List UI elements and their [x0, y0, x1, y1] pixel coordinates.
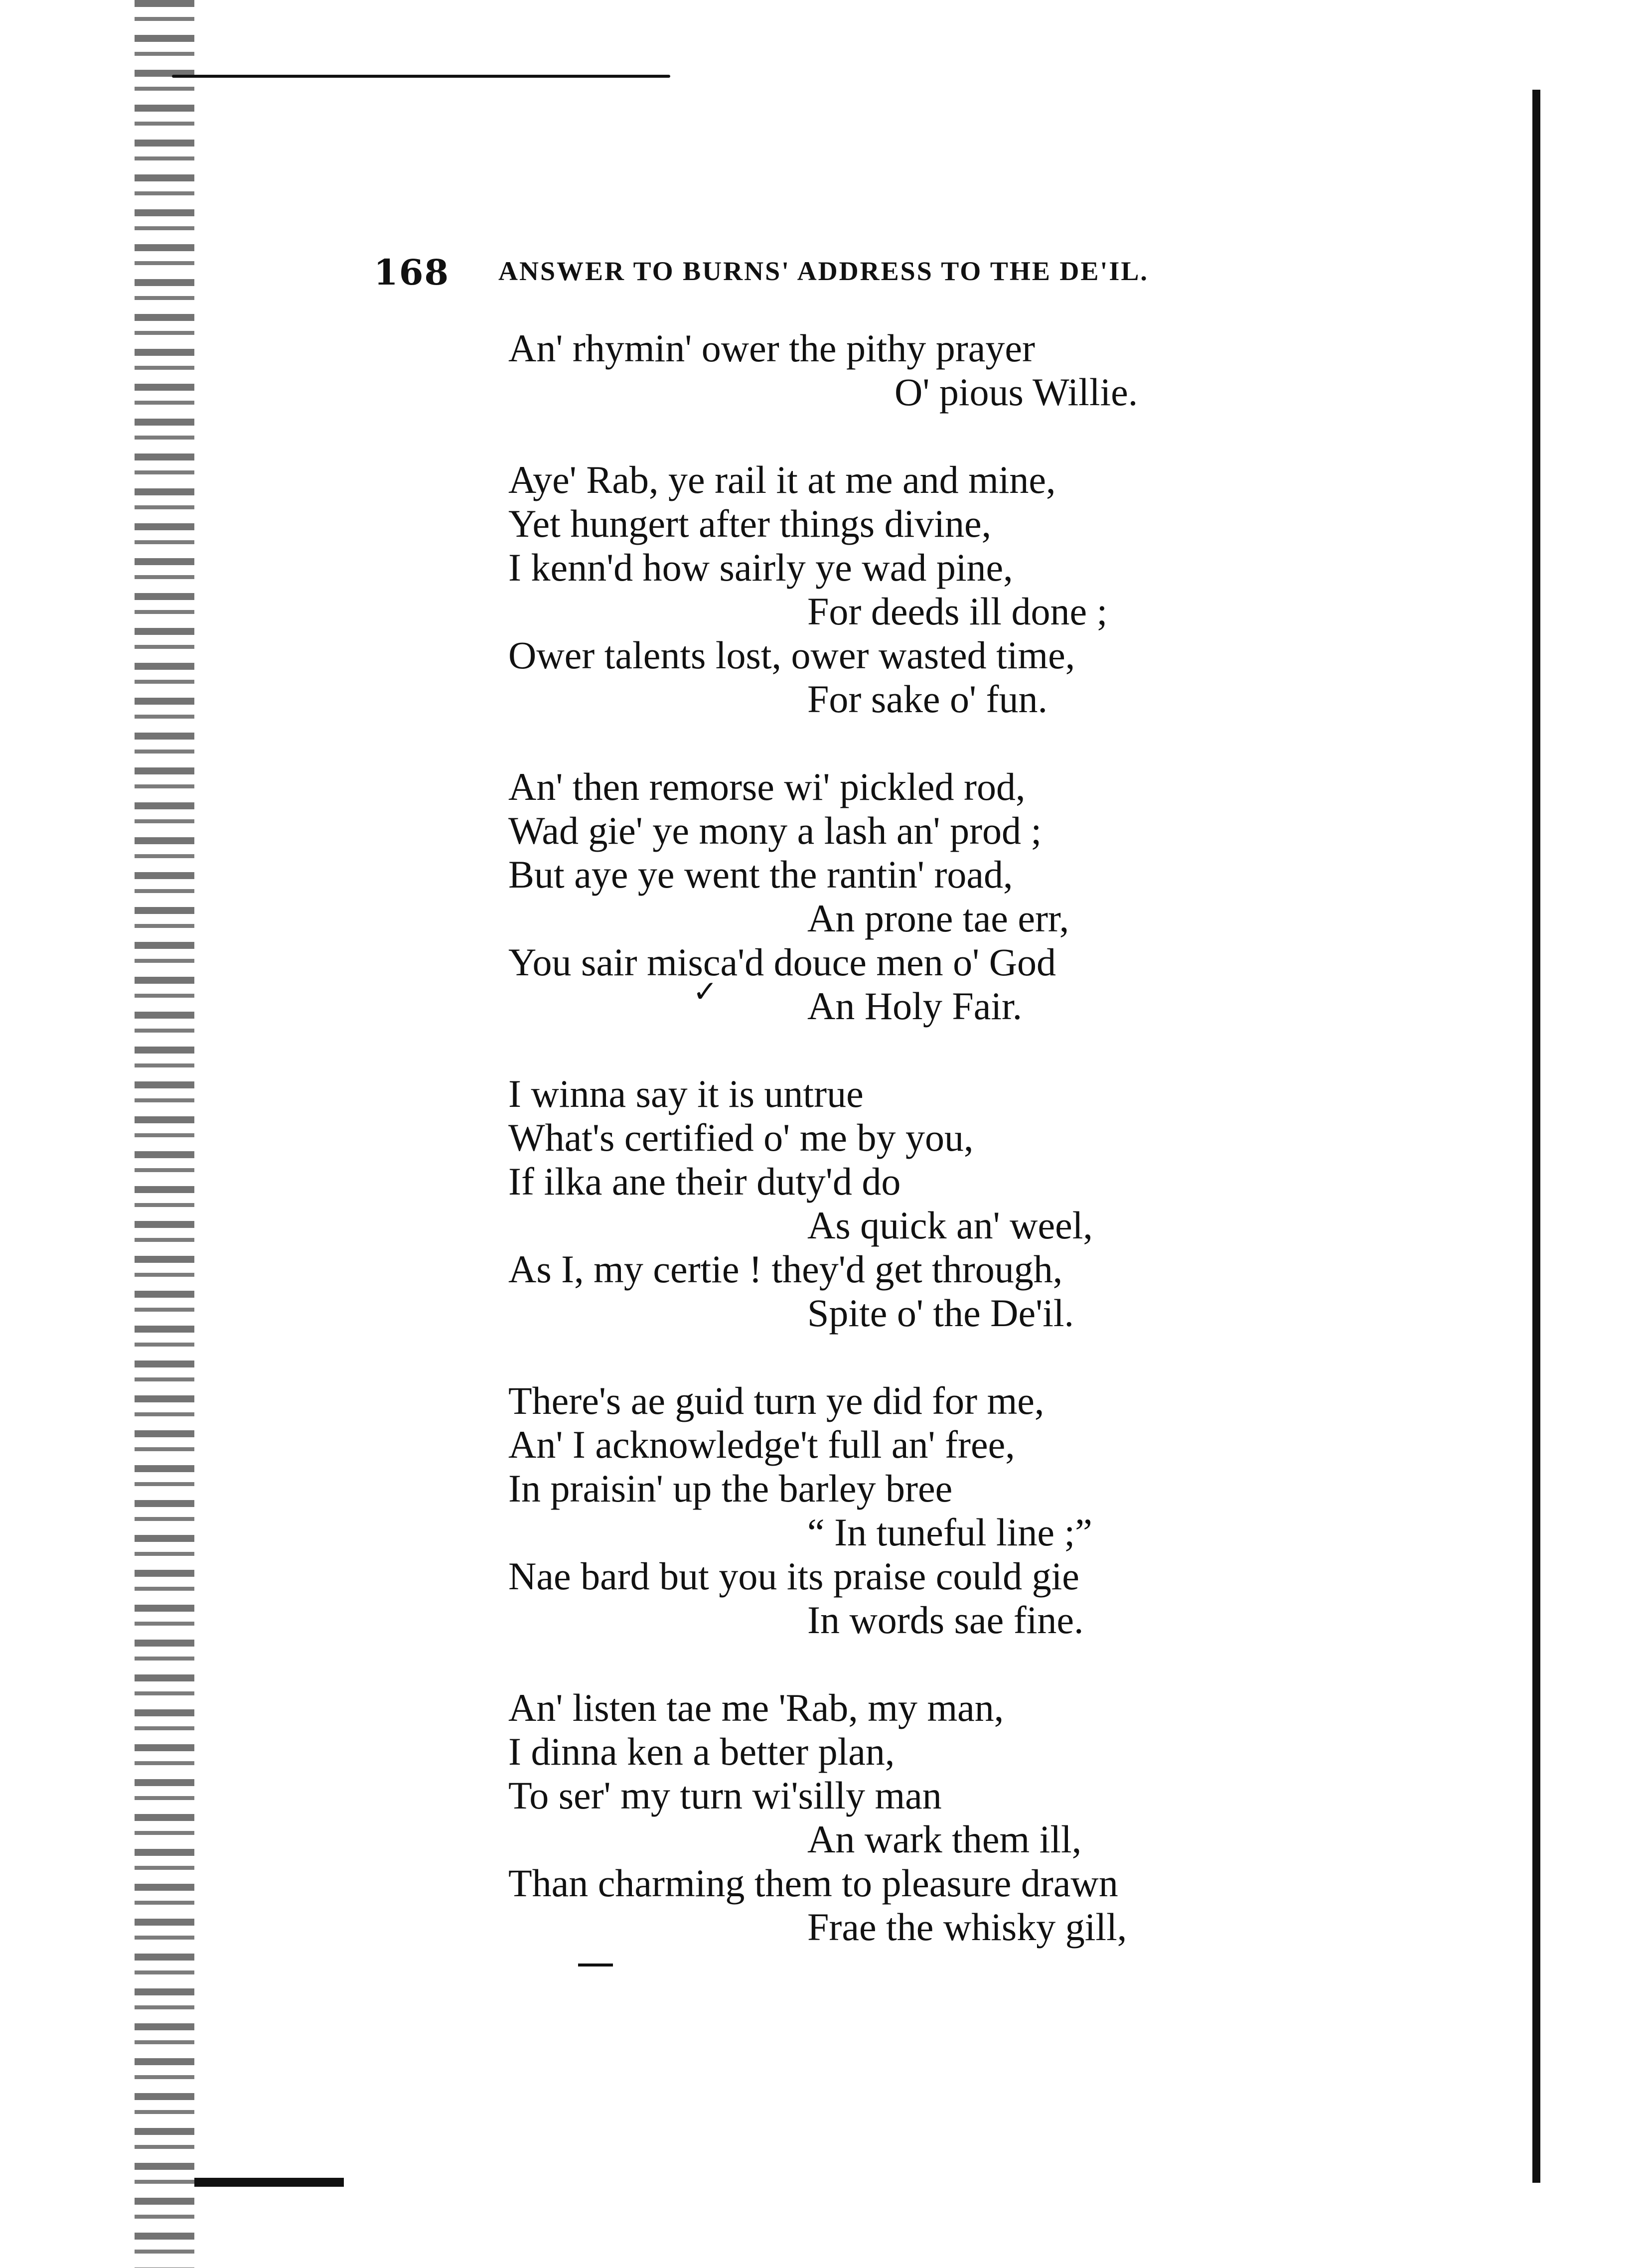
poem-line: I dinna ken a better plan, — [508, 1730, 895, 1773]
stanza — [508, 1379, 1480, 1642]
top-rule — [172, 75, 670, 78]
poem-line: Frae the whisky gill, — [807, 1905, 1127, 1949]
poem-line: In praisin' up the barley bree — [508, 1467, 953, 1510]
poem-line: As I, my certie ! they'd get through, — [508, 1247, 1063, 1291]
running-head — [374, 252, 1321, 292]
poem-line: An' listen tae me 'Rab, my man, — [508, 1686, 1004, 1729]
poem-line: You sair misca'd douce men o' God — [508, 940, 1056, 984]
poem-body — [508, 326, 1480, 1993]
scan-margin — [0, 0, 135, 2268]
bottom-rule — [194, 2178, 344, 2187]
poem-line: An prone tae err, — [807, 897, 1069, 940]
checkmark-icon: ✓ — [693, 974, 718, 1009]
poem-line: Aye' Rab, ye rail it at me and mine, — [508, 458, 1056, 501]
stanza — [508, 458, 1480, 721]
poem-line: But aye ye went the rantin' road, — [508, 853, 1013, 896]
scanned-binding-edge — [135, 0, 194, 2268]
poem-line: “ In tuneful line ;” — [807, 1511, 1092, 1554]
poem-line: An' rhymin' ower the pithy prayer — [508, 326, 1035, 370]
poem-line: I winna say it is untrue — [508, 1072, 864, 1115]
poem-line: I kenn'd how sairly ye wad pine, — [508, 546, 1013, 589]
right-page-border — [1532, 90, 1540, 2183]
poem-line: Spite o' the De'il. — [807, 1291, 1074, 1335]
dash-mark — [578, 1964, 613, 1966]
page-number: 168 — [374, 252, 450, 293]
running-head-title: ANSWER TO BURNS' ADDRESS TO THE DE'IL. — [498, 256, 1149, 286]
poem-line: Nae bard but you its praise could gie — [508, 1554, 1079, 1598]
poem-line: For sake o' fun. — [807, 677, 1047, 721]
poem-line: An Holy Fair. — [807, 984, 1023, 1028]
poem-line: For deeds ill done ; — [807, 590, 1108, 633]
poem-line: What's certified o' me by you, — [508, 1116, 974, 1159]
poem-line: An wark them ill, — [807, 1817, 1082, 1861]
poem-line: If ilka ane their duty'd do — [508, 1160, 901, 1203]
stanza — [508, 1686, 1480, 1949]
stanza — [508, 1072, 1480, 1335]
poem-line: Wad gie' ye mony a lash an' prod ; — [508, 809, 1042, 852]
poem-line: Yet hungert after things divine, — [508, 502, 992, 545]
poem-line: To ser' my turn wi'silly man — [508, 1774, 942, 1817]
stanza — [508, 326, 1480, 414]
poem-line: In words sae fine. — [807, 1598, 1084, 1642]
poem-line: An' then remorse wi' pickled rod, — [508, 765, 1026, 808]
poem-line: As quick an' weel, — [807, 1204, 1093, 1247]
poem-line: An' I acknowledge't full an' free, — [508, 1423, 1015, 1466]
poem-line: There's ae guid turn ye did for me, — [508, 1379, 1045, 1422]
stanza — [508, 765, 1480, 1028]
poem-line: Than charming them to pleasure drawn — [508, 1861, 1118, 1905]
poem-line: Ower talents lost, ower wasted time, — [508, 633, 1075, 677]
poem-line: O' pious Willie. — [895, 370, 1138, 414]
